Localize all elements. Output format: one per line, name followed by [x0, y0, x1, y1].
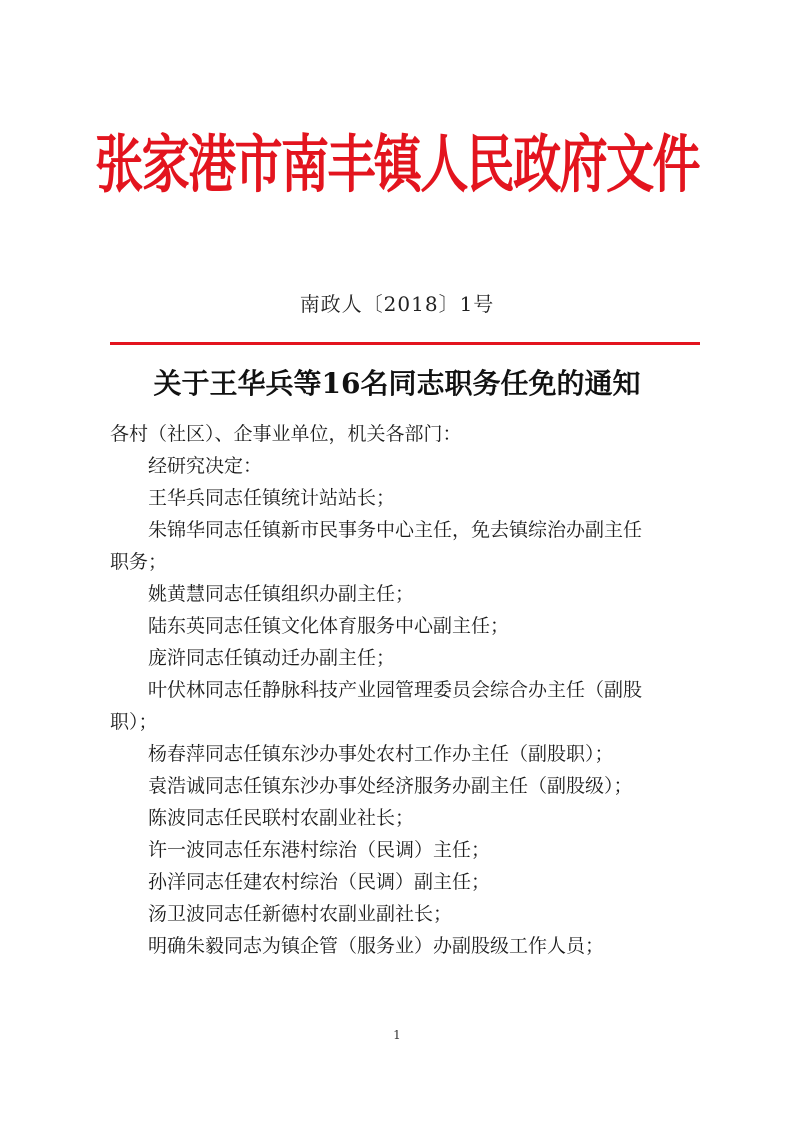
body-line: 职务； — [110, 551, 168, 573]
body-line: 汤卫波同志任新德村农副业副社长； — [148, 903, 453, 925]
body-line: 王华兵同志任镇统计站站长； — [148, 487, 396, 509]
salutation: 各村（社区）、企事业单位，机关各部门： — [110, 423, 462, 445]
body-line: 经研究决定： — [148, 455, 263, 477]
body-line: 陆东英同志任镇文化体育服务中心副主任； — [148, 615, 510, 637]
body-line: 朱锦华同志任镇新市民事务中心主任，免去镇综治办副主任 — [148, 519, 643, 541]
notice-title: 关于王华兵等16名同志职务任免的通知 — [153, 367, 641, 400]
body-line: 孙洋同志任建农村综治（民调）副主任； — [148, 871, 491, 893]
body-line: 姚黄慧同志任镇组织办副主任； — [148, 583, 415, 605]
body-line: 许一波同志任东港村综治（民调）主任； — [148, 839, 491, 861]
body-line: 庞浒同志任镇动迁办副主任； — [148, 647, 396, 669]
notice-body — [110, 418, 700, 962]
body-line: 陈波同志任民联村农副业社长； — [148, 807, 415, 829]
body-line: 袁浩诚同志任镇东沙办事处经济服务办副主任（副股级）； — [148, 775, 633, 797]
document-number: 南政人〔2018〕1号 — [299, 292, 495, 316]
page-number: 1 — [393, 1028, 401, 1042]
body-line: 明确朱毅同志为镇企管（服务业）办副股级工作人员； — [148, 935, 605, 957]
body-line: 叶伏林同志任静脉科技产业园管理委员会综合办主任（副股 — [148, 679, 643, 701]
body-line: 职）； — [110, 711, 158, 733]
masthead-title: 张家港市南丰镇人民政府文件 — [95, 127, 699, 202]
body-line: 杨春萍同志任镇东沙办事处农村工作办主任（副股职）； — [148, 743, 614, 765]
red-divider-rule — [110, 342, 700, 345]
